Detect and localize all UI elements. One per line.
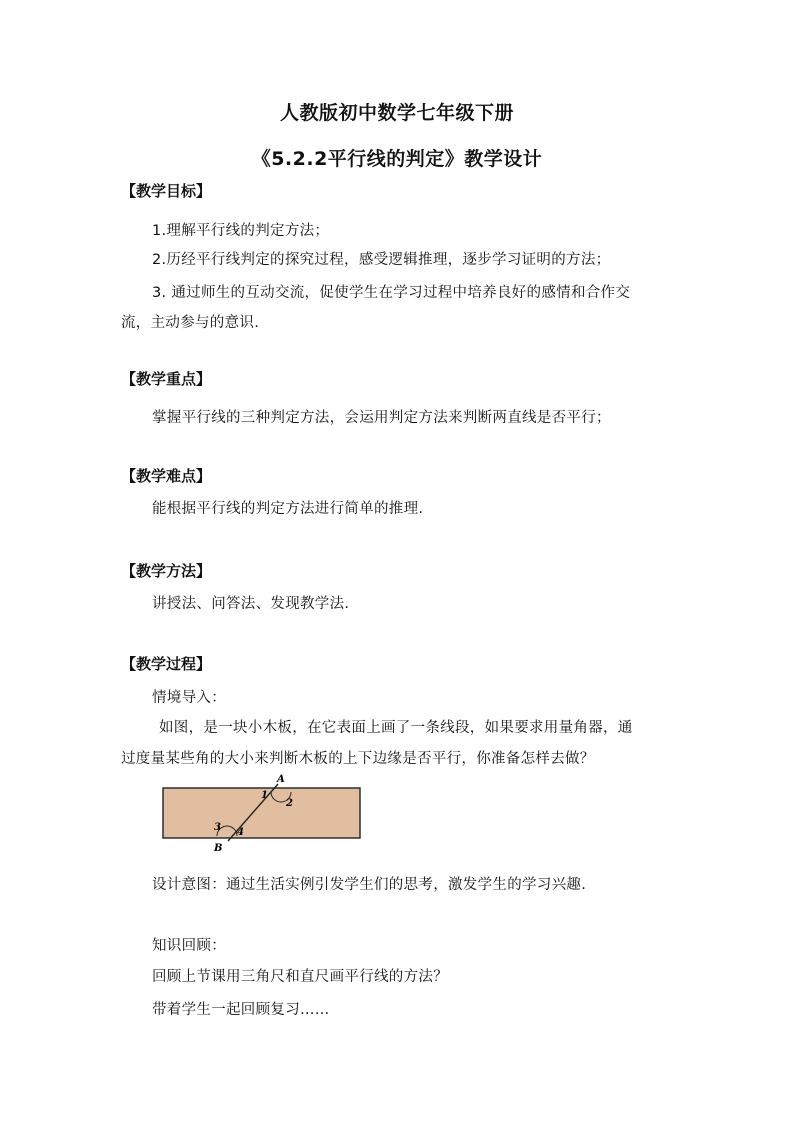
objectives-heading: 【教学目标】 <box>121 182 212 200</box>
point-b-label: B <box>214 843 223 854</box>
objective-item-3-line-1: 3. 通过师生的互动交流，促使学生在学习过程中培养良好的感情和合作交 <box>152 285 631 301</box>
angle-2-label: 2 <box>286 798 293 809</box>
point-a-label: A <box>277 774 285 785</box>
review-question: 回顾上节课用三角尺和直尺画平行线的方法？ <box>152 969 448 985</box>
document-subtitle: 《5.2.2平行线的判定》教学设计 <box>251 148 543 170</box>
objective-item-1: 1.理解平行线的判定方法； <box>152 223 330 239</box>
methods-heading: 【教学方法】 <box>121 562 212 580</box>
review-action: 带着学生一起回顾复习…… <box>152 1002 330 1018</box>
key-points-heading: 【教学重点】 <box>121 370 212 388</box>
intro-label: 情境导入： <box>152 690 226 706</box>
wooden-board-figure <box>150 770 380 856</box>
key-points-text: 掌握平行线的三种判定方法，会运用判定方法来判断两直线是否平行； <box>152 410 611 426</box>
intro-paragraph-line-2: 过度量某些角的大小来判断木板的上下边缘是否平行，你准备怎样去做？ <box>121 751 595 767</box>
document-title: 人教版初中数学七年级下册 <box>279 102 514 124</box>
objective-item-3-line-2: 流，主动参与的意识. <box>121 315 260 331</box>
methods-text: 讲授法、问答法、发现教学法. <box>152 596 350 612</box>
difficulties-heading: 【教学难点】 <box>121 467 212 485</box>
intro-paragraph-line-1: 如图，是一块小木板，在它表面上画了一条线段，如果要求用量角器，通 <box>159 720 633 736</box>
angle-4-label: 4 <box>237 827 244 838</box>
objective-item-2: 2.历经平行线判定的探究过程，感受逻辑推理，逐步学习证明的方法； <box>152 252 611 268</box>
angle-3-label: 3 <box>214 822 221 833</box>
review-label: 知识回顾： <box>152 938 226 954</box>
angle-1-label: 1 <box>261 790 268 801</box>
process-heading: 【教学过程】 <box>121 655 212 673</box>
difficulties-text: 能根据平行线的判定方法进行简单的推理. <box>152 501 424 517</box>
design-intent-text: 设计意图：通过生活实例引发学生们的思考，激发学生的学习兴趣. <box>152 877 587 893</box>
